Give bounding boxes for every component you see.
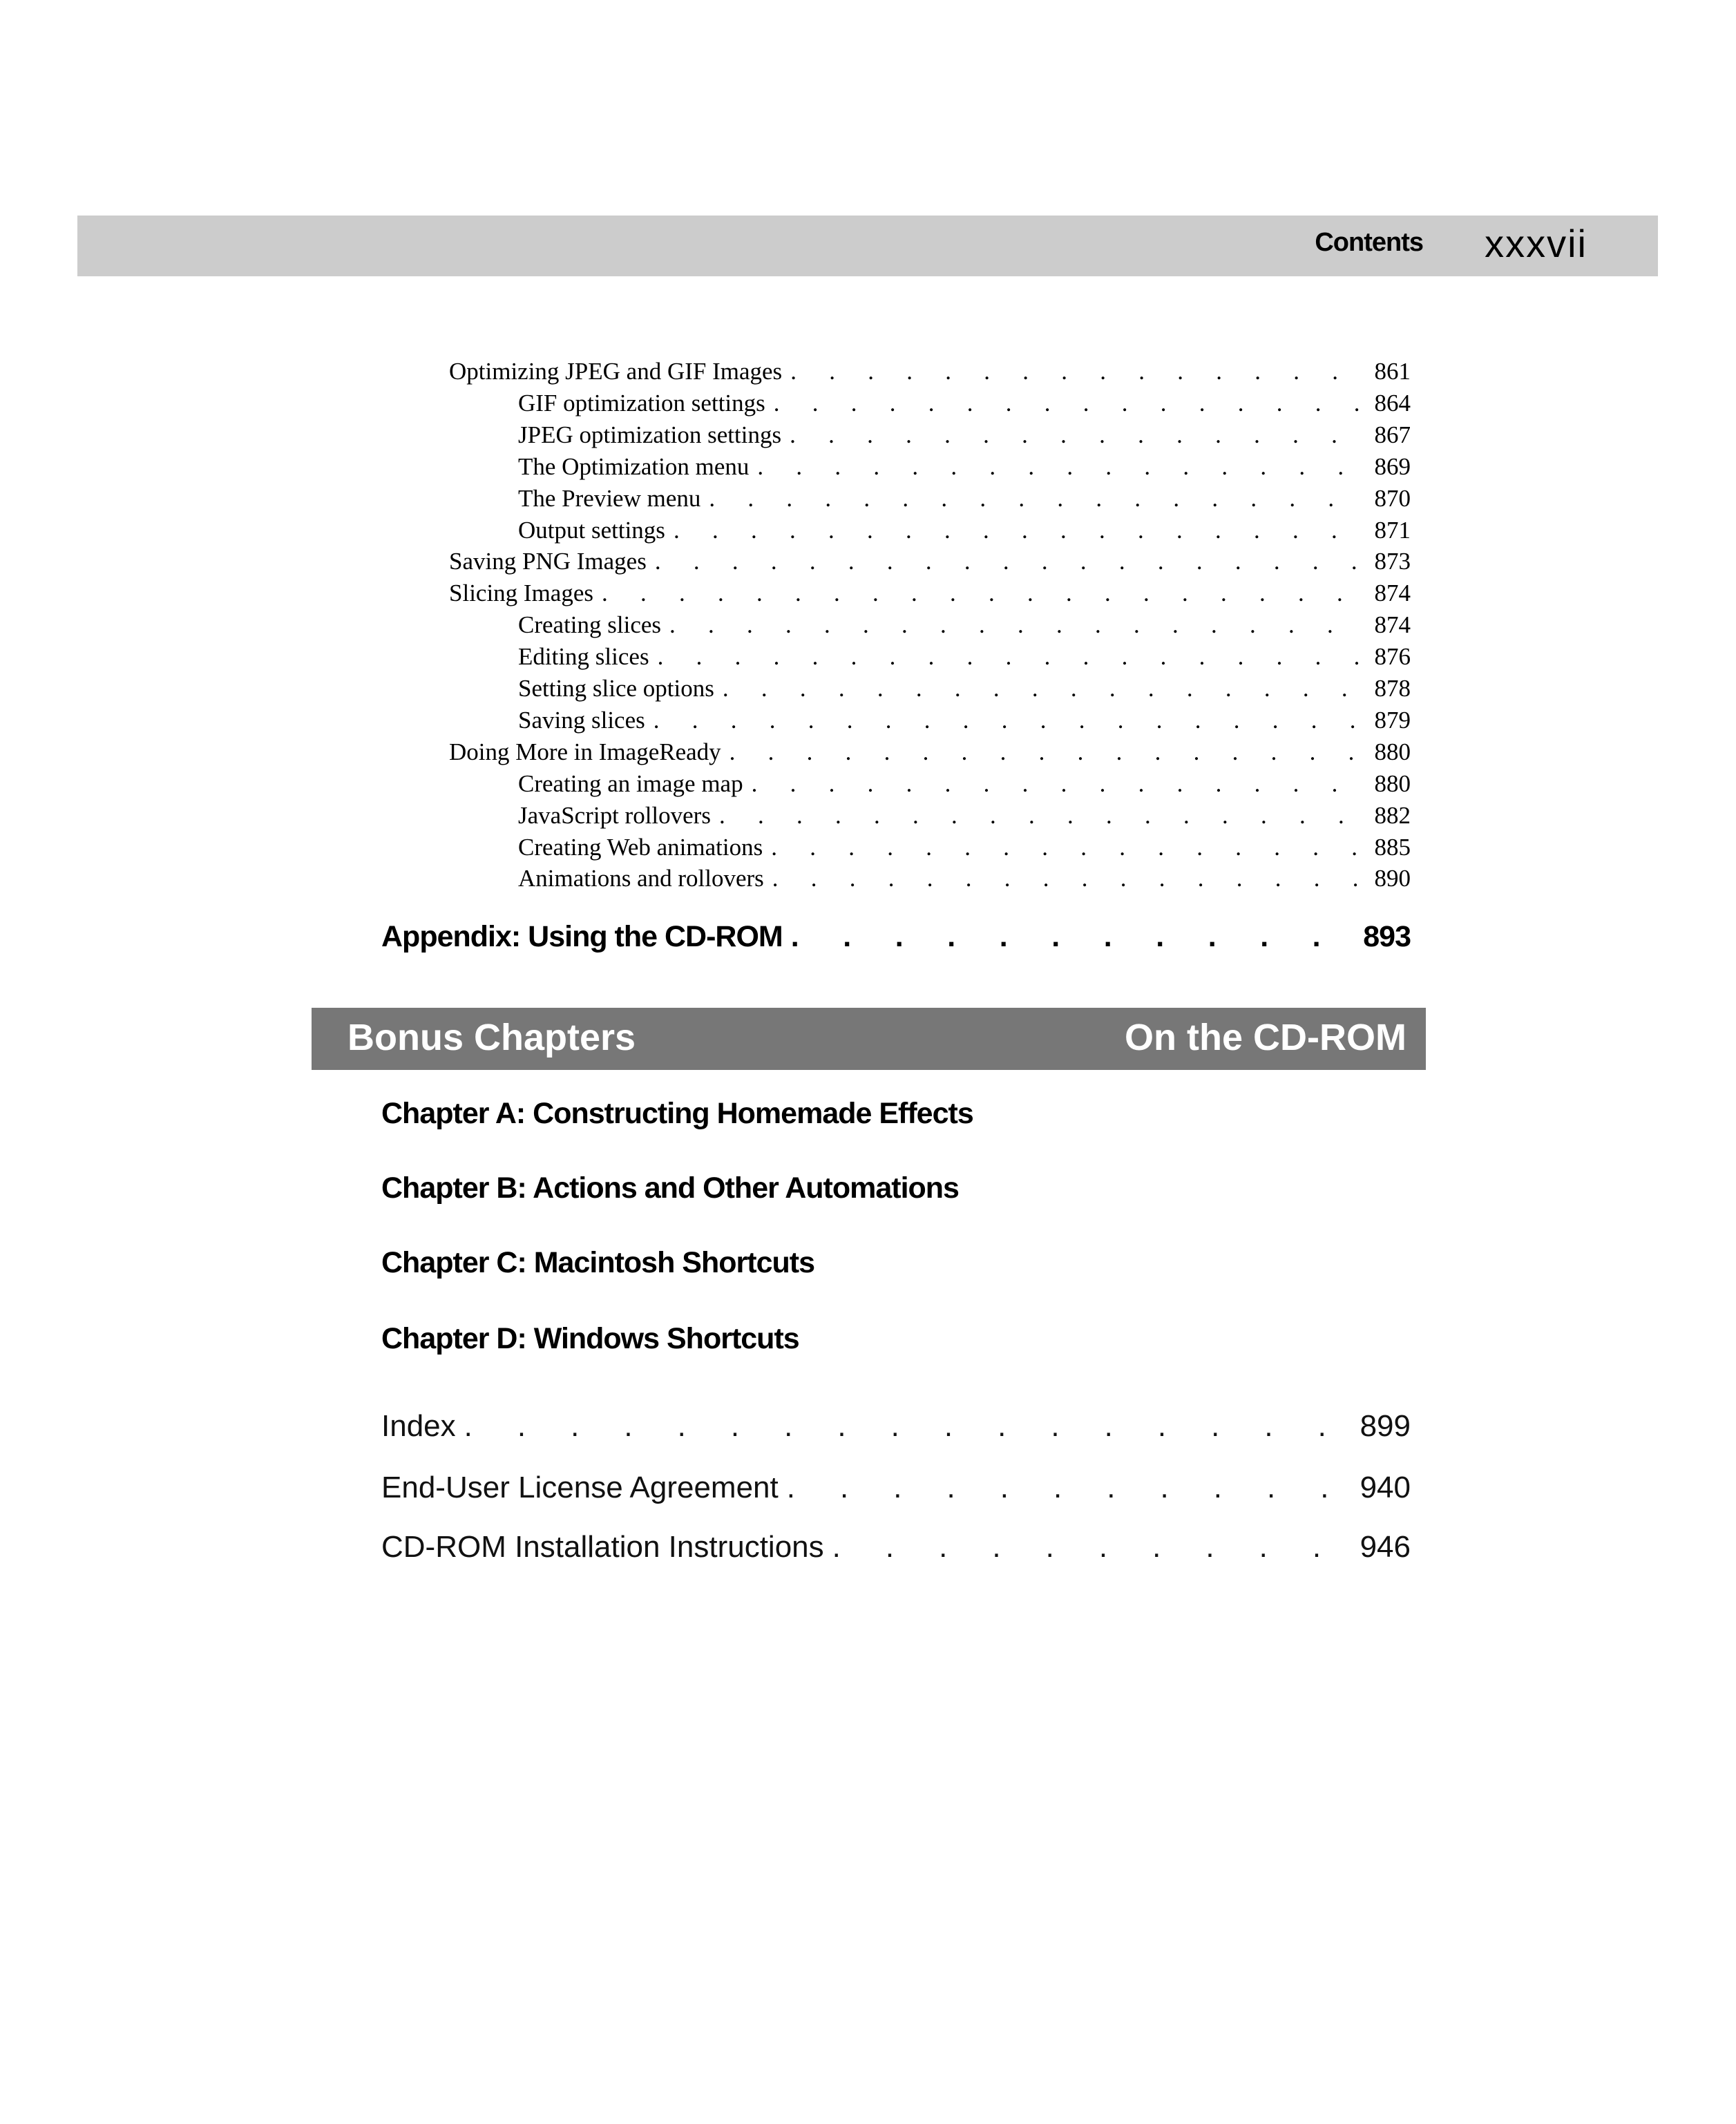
- toc-entry-page: 940: [1360, 1471, 1411, 1504]
- toc-entry-label: JPEG optimization settings: [518, 421, 782, 448]
- toc-entry-label: The Preview menu: [518, 484, 701, 512]
- toc-entry-appendix[interactable]: [381, 920, 1411, 954]
- toc-entry-page: 867: [1374, 421, 1411, 448]
- toc-entry-label: CD-ROM Installation Instructions: [381, 1530, 824, 1564]
- toc-entry-page: 880: [1374, 738, 1411, 765]
- toc-entry[interactable]: [518, 770, 1411, 802]
- dot-leader: [790, 358, 1366, 385]
- dot-leader: [771, 834, 1366, 861]
- dot-leader: [658, 643, 1366, 671]
- toc-entry-page: 874: [1374, 611, 1411, 639]
- toc-entry-label: Optimizing JPEG and GIF Images: [449, 358, 783, 385]
- toc-entry[interactable]: [518, 611, 1411, 643]
- bonus-chapter[interactable]: Chapter D: Windows Shortcuts: [381, 1322, 799, 1355]
- dot-leader: [787, 1471, 1352, 1505]
- toc-entry[interactable]: [518, 865, 1411, 897]
- bonus-location: On the CD-ROM: [1125, 1017, 1406, 1058]
- toc-entry-label: Appendix: Using the CD-ROM: [381, 920, 783, 953]
- bonus-title: Bonus Chapters: [347, 1017, 636, 1058]
- toc-entry-label: GIF optimization settings: [518, 389, 765, 417]
- dot-leader: [464, 1409, 1352, 1444]
- toc-entry-page: 874: [1374, 580, 1411, 607]
- toc-entry[interactable]: [518, 707, 1411, 738]
- toc-entry[interactable]: [449, 358, 1411, 390]
- dot-leader: [602, 580, 1366, 607]
- dot-leader: [772, 865, 1366, 892]
- toc-entry-label: Creating Web animations: [518, 833, 763, 861]
- running-header: [77, 216, 1658, 276]
- toc-entry-label: Creating slices: [518, 611, 662, 639]
- toc-entry-page: 861: [1374, 358, 1411, 385]
- dot-leader: [790, 421, 1366, 449]
- toc-entry-page: 870: [1374, 484, 1411, 512]
- dot-leader: [832, 1530, 1352, 1565]
- bonus-chapter[interactable]: Chapter A: Constructing Homemade Effects: [381, 1097, 973, 1130]
- toc-entry-label: Saving PNG Images: [449, 548, 647, 575]
- toc-entry-page: 869: [1374, 452, 1411, 480]
- toc-entry-label: Editing slices: [518, 643, 649, 671]
- dot-leader: [723, 675, 1366, 702]
- toc-entry[interactable]: [518, 675, 1411, 707]
- dot-leader: [729, 738, 1366, 766]
- toc-entry-page: 890: [1374, 865, 1411, 892]
- toc-entry-page: 899: [1360, 1409, 1411, 1443]
- dot-leader: [719, 802, 1366, 830]
- toc-entry-page: 876: [1374, 643, 1411, 671]
- toc-entry[interactable]: [518, 453, 1411, 485]
- toc-entry-label: The Optimization menu: [518, 452, 750, 480]
- toc-entry[interactable]: [449, 738, 1411, 770]
- toc-entry-label: Output settings: [518, 516, 665, 544]
- toc-entry-license[interactable]: [381, 1471, 1411, 1505]
- toc-entry-page: 880: [1374, 769, 1411, 797]
- toc-entry-label: Animations and rollovers: [518, 865, 764, 892]
- dot-leader: [654, 707, 1366, 734]
- toc-entry[interactable]: [449, 580, 1411, 611]
- toc-entry[interactable]: [449, 548, 1411, 580]
- toc-entry[interactable]: [518, 802, 1411, 834]
- toc-entry[interactable]: [518, 643, 1411, 675]
- toc-entry-page: 893: [1363, 920, 1411, 953]
- dot-leader: [655, 548, 1366, 575]
- toc-entry-label: Saving slices: [518, 706, 645, 734]
- dot-leader: [774, 390, 1366, 417]
- dot-leader: [757, 453, 1366, 481]
- bonus-chapters-banner: [312, 1008, 1426, 1070]
- toc-entry[interactable]: [518, 485, 1411, 517]
- bonus-chapter[interactable]: Chapter B: Actions and Other Automations: [381, 1171, 959, 1205]
- dot-leader: [752, 770, 1366, 798]
- toc-entry-label: Index: [381, 1409, 456, 1443]
- toc-entry-page: 879: [1374, 706, 1411, 734]
- toc-entry-page: 864: [1374, 389, 1411, 417]
- toc-entry-label: JavaScript rollovers: [518, 801, 711, 829]
- toc-entry[interactable]: [518, 834, 1411, 865]
- dot-leader: [674, 517, 1366, 544]
- section-title: Contents: [1315, 228, 1423, 257]
- page-number: xxxvii: [1485, 222, 1587, 265]
- toc-entry-label: Doing More in ImageReady: [449, 738, 721, 765]
- toc-entry-label: Creating an image map: [518, 769, 743, 797]
- dot-leader: [791, 920, 1355, 954]
- dot-leader: [669, 611, 1366, 639]
- toc-entry[interactable]: [518, 421, 1411, 453]
- toc-entry-page: 885: [1374, 833, 1411, 861]
- toc-entry-installation[interactable]: [381, 1530, 1411, 1565]
- toc-entry-index[interactable]: [381, 1409, 1411, 1444]
- toc-entry[interactable]: [518, 390, 1411, 421]
- toc-entry-page: 946: [1360, 1530, 1411, 1564]
- toc-entry-label: Slicing Images: [449, 580, 593, 607]
- bonus-chapter[interactable]: Chapter C: Macintosh Shortcuts: [381, 1246, 814, 1279]
- toc-entry-page: 882: [1374, 801, 1411, 829]
- toc-entry-page: 873: [1374, 548, 1411, 575]
- toc-entry-page: 871: [1374, 516, 1411, 544]
- toc-entry-label: End-User License Agreement: [381, 1471, 779, 1504]
- toc-entry-page: 878: [1374, 675, 1411, 702]
- toc-entry[interactable]: [518, 517, 1411, 548]
- toc-entry-label: Setting slice options: [518, 675, 714, 702]
- dot-leader: [709, 485, 1366, 513]
